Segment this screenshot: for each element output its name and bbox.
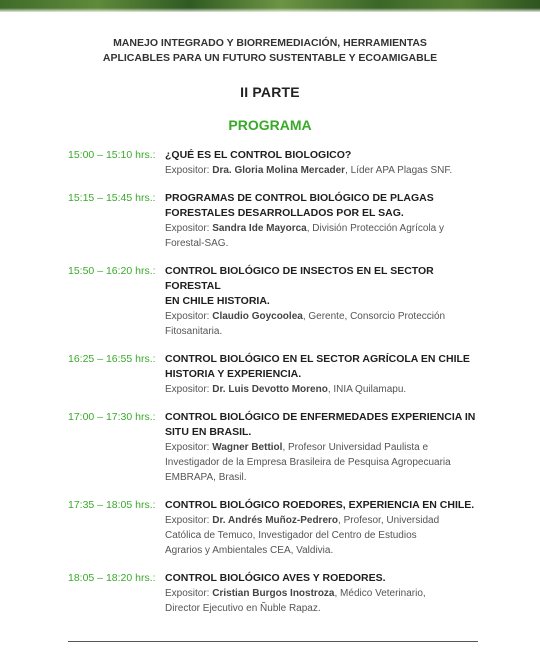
- schedule-item: [0, 410, 540, 485]
- session-title-line: CONTROL BIOLÓGICO EN EL SECTOR AGRÍCOLA EN CHILE: [165, 353, 470, 365]
- session-title-line: CONTROL BIOLÓGICO ROEDORES, EXPERIENCIA EN CHILE.: [165, 499, 475, 511]
- session-details: [165, 352, 485, 397]
- schedule-item: [0, 148, 540, 178]
- speaker-affiliation: , Profesor Universidad Paulista e: [282, 442, 429, 453]
- session-title-line: CONTROL BIOLÓGICO DE ENFERMEDADES EXPERIENCIA IN: [165, 411, 476, 423]
- session-title-line: PROGRAMAS DE CONTROL BIOLÓGICO DE PLAGAS: [165, 192, 434, 204]
- part-heading: II PARTE: [240, 84, 300, 100]
- program-header: [0, 36, 540, 133]
- session-time: 15:50 – 16:20 hrs.:: [68, 265, 156, 277]
- speaker-name: Wagner Bettiol: [212, 442, 283, 453]
- session-speaker: [165, 163, 485, 178]
- session-speaker: [165, 309, 485, 339]
- speaker-line: [165, 163, 485, 178]
- session-speaker: [165, 382, 485, 397]
- bottom-divider: [68, 641, 478, 642]
- session-details: [165, 571, 485, 616]
- schedule-item: [0, 264, 540, 339]
- speaker-affiliation: , INIA Quilamapu.: [327, 384, 407, 395]
- expositor-label: Expositor:: [165, 515, 210, 526]
- session-title-line: HISTORIA Y EXPERIENCIA.: [165, 368, 302, 380]
- speaker-affiliation-line: Fitosanitaria.: [165, 326, 223, 337]
- schedule-item: [0, 191, 540, 251]
- expositor-label: Expositor:: [165, 165, 210, 176]
- speaker-affiliation-line: Católica de Temuco, Investigador del Centro de Estudios: [165, 530, 417, 541]
- event-subtitle-line-1: MANEJO INTEGRADO Y BIORREMEDIACIÓN, HERRAMIENTAS: [113, 37, 427, 49]
- speaker-name: Dra. Gloria Molina Mercader: [212, 165, 346, 176]
- speaker-affiliation: , División Protección Agrícola y: [306, 223, 445, 234]
- speaker-line: [165, 309, 485, 324]
- session-details: [165, 498, 485, 558]
- session-title: [165, 410, 485, 440]
- schedule-list: [0, 148, 540, 629]
- schedule-item: [0, 498, 540, 558]
- session-time: 17:00 – 17:30 hrs.:: [68, 411, 156, 423]
- speaker-affiliation-line: Forestal-SAG.: [165, 238, 229, 249]
- session-speaker: [165, 221, 485, 251]
- session-time: 16:25 – 16:55 hrs.:: [68, 353, 156, 365]
- expositor-label: Expositor:: [165, 384, 210, 395]
- speaker-line: [165, 221, 485, 236]
- session-title: [165, 498, 485, 513]
- event-subtitle-line-2: APLICABLES PARA UN FUTURO SUSTENTABLE Y ECOAMIGABLE: [102, 52, 438, 64]
- speaker-name: Cristian Burgos Inostroza: [212, 588, 335, 599]
- speaker-affiliation-line: Investigador de la Empresa Brasileira de Pesquisa Agropecuaria: [165, 457, 451, 468]
- session-details: [165, 264, 485, 339]
- session-title-line: ¿QUÉ ES EL CONTROL BIOLOGICO?: [165, 149, 352, 161]
- speaker-line: [165, 513, 485, 528]
- session-details: [165, 148, 485, 178]
- session-speaker: [165, 513, 485, 558]
- event-subtitle: [0, 36, 540, 66]
- session-title-line: CONTROL BIOLÓGICO DE INSECTOS EN EL SECTOR FORESTAL: [165, 265, 434, 292]
- session-speaker: [165, 440, 485, 485]
- session-title-line: SITU EN BRASIL.: [165, 426, 252, 438]
- speaker-name: Sandra Ide Mayorca: [212, 223, 307, 234]
- speaker-affiliation: , Médico Veterinario,: [334, 588, 426, 599]
- speaker-affiliation: , Gerente, Consorcio Protección: [302, 311, 446, 322]
- session-title: [165, 191, 485, 221]
- session-title: [165, 264, 485, 309]
- session-title-line: FORESTALES DESARROLLADOS POR EL SAG.: [165, 207, 404, 219]
- expositor-label: Expositor:: [165, 588, 210, 599]
- session-time: 15:15 – 15:45 hrs.:: [68, 192, 156, 204]
- expositor-label: Expositor:: [165, 442, 210, 453]
- session-details: [165, 410, 485, 485]
- program-heading: PROGRAMA: [228, 117, 312, 133]
- expositor-label: Expositor:: [165, 311, 210, 322]
- session-title: [165, 352, 485, 382]
- schedule-item: [0, 571, 540, 616]
- speaker-affiliation-line: Agrarios y Ambientales CEA, Valdivia.: [165, 545, 334, 556]
- speaker-affiliation-line: Director Ejecutivo en Ñuble Rapaz.: [165, 603, 321, 614]
- session-title-line: CONTROL BIOLÓGICO AVES Y ROEDORES.: [165, 572, 386, 584]
- speaker-affiliation-line: EMBRAPA, Brasil.: [165, 472, 247, 483]
- session-time: 18:05 – 18:20 hrs.:: [68, 572, 156, 584]
- session-details: [165, 191, 485, 251]
- speaker-line: [165, 586, 485, 601]
- session-time: 15:00 – 15:10 hrs.:: [68, 149, 156, 161]
- session-title: [165, 571, 485, 586]
- speaker-name: Dr. Andrés Muñoz-Pedrero: [212, 515, 339, 526]
- speaker-line: [165, 440, 485, 455]
- expositor-label: Expositor:: [165, 223, 210, 234]
- speaker-affiliation: , Líder APA Plagas SNF.: [345, 165, 453, 176]
- speaker-name: Claudio Goycoolea: [212, 311, 303, 322]
- session-speaker: [165, 586, 485, 616]
- schedule-item: [0, 352, 540, 397]
- session-title-line: EN CHILE HISTORIA.: [165, 295, 270, 307]
- header-photo-banner: [0, 0, 540, 12]
- session-title: [165, 148, 485, 163]
- speaker-line: [165, 382, 485, 397]
- speaker-name: Dr. Luis Devotto Moreno: [212, 384, 328, 395]
- speaker-affiliation: , Profesor, Universidad: [338, 515, 440, 526]
- session-time: 17:35 – 18:05 hrs.:: [68, 499, 156, 511]
